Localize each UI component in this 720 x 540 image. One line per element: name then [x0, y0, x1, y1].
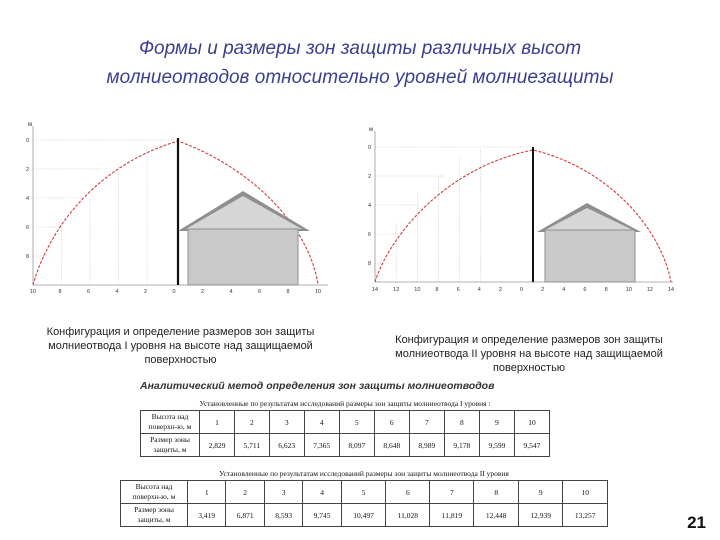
table-cell: 9,178	[444, 434, 479, 457]
table-cell: 8,097	[339, 434, 374, 457]
x-tick-label: 10	[315, 289, 322, 295]
x-tick-label: 8	[435, 287, 439, 293]
table-cell: 7	[430, 481, 474, 504]
table-cell: 6	[386, 481, 430, 504]
table-cell: 13,257	[563, 504, 608, 527]
x-tick-label: 10	[30, 289, 37, 295]
x-tick-label: 12	[646, 287, 653, 293]
table-cell: 7	[409, 411, 444, 434]
x-tick-label: 14	[668, 287, 675, 293]
table-cell: 8	[474, 481, 519, 504]
y-unit-label: м	[28, 122, 33, 128]
x-tick-label: 8	[58, 289, 62, 295]
table-cell: 9	[518, 481, 563, 504]
section-heading: Аналитический метод определения зон защиты молниеотводов	[140, 380, 495, 392]
y-tick-label: 6	[368, 232, 372, 238]
y-tick-label: 0	[26, 138, 30, 144]
table-row-heights	[141, 411, 550, 434]
table-cell: 1	[200, 411, 235, 434]
x-tick-label: 6	[87, 289, 91, 295]
zone-size-table-level-1	[140, 396, 550, 457]
x-tick-label: 2	[201, 289, 205, 295]
left-figure-caption: Конфигурация и определение размеров зон защиты молниеотвода I уровня на высоте над защищаемой поверхностью	[46, 326, 315, 366]
table-caption: Установленные по результатам исследований размеры зон защиты молниеотвода I уровня :	[141, 396, 550, 411]
x-tick-label: 8	[604, 287, 608, 293]
table-cell: 5	[341, 481, 386, 504]
x-tick-label: 6	[258, 289, 262, 295]
x-tick-label: 14	[372, 287, 379, 293]
x-tick-labels	[372, 287, 674, 293]
y-tick-label: 6	[26, 225, 30, 231]
table-row-sizes	[121, 504, 608, 527]
table-cell: 7,365	[304, 434, 339, 457]
table-cell: 9,745	[303, 504, 341, 527]
house-roof-inner	[545, 208, 633, 230]
table-cell: 6,623	[269, 434, 304, 457]
y-tick-label: 4	[26, 196, 30, 202]
y-tick-label: 2	[26, 167, 30, 173]
table-cell: 11,819	[430, 504, 474, 527]
x-tick-label: 2	[541, 287, 545, 293]
table-cell: 8,989	[409, 434, 444, 457]
y-tick-labels	[26, 138, 29, 260]
y-tick-label: 8	[368, 261, 372, 267]
table-cell: 9,599	[479, 434, 514, 457]
table-cell: 12,448	[474, 504, 519, 527]
table-cell: 9,547	[514, 434, 549, 457]
table-cell: 2	[235, 411, 270, 434]
table-cell: 4	[304, 411, 339, 434]
x-tick-label: 6	[456, 287, 460, 293]
table-cell: 8,648	[374, 434, 409, 457]
table-row-sizes	[141, 434, 550, 457]
x-tick-label: 6	[583, 287, 587, 293]
table-cell: 6,871	[226, 504, 264, 527]
house-roof-inner	[186, 196, 302, 229]
protection-zone-figure-level-1	[28, 118, 340, 300]
house-body	[545, 230, 635, 282]
zone-size-table-level-2	[120, 466, 608, 527]
x-tick-label: 10	[414, 287, 421, 293]
slide-title	[0, 34, 720, 92]
row-label: Высота над поверхн-ю, м	[141, 411, 200, 434]
table-cell: 4	[303, 481, 341, 504]
table-cell: 3	[264, 481, 302, 504]
x-tick-label: 0	[520, 287, 524, 293]
y-tick-label: 4	[368, 203, 372, 209]
table-cell: 10,497	[341, 504, 386, 527]
protection-zone-figure-level-2	[365, 125, 685, 295]
x-tick-label: 4	[562, 287, 566, 293]
title-line-1: Формы и размеры зон защиты различных высот	[138, 38, 582, 59]
table-cell: 12,939	[518, 504, 563, 527]
x-tick-label: 10	[625, 287, 632, 293]
y-tick-label: 0	[368, 145, 372, 151]
table-cell: 10	[514, 411, 549, 434]
house-body	[188, 229, 298, 285]
right-figure-caption: Конфигурация и определение размеров зон защиты молниеотвода II уровня на высоте над защищаемой поверхностью	[395, 334, 663, 374]
table-cell: 6	[374, 411, 409, 434]
x-tick-label: 4	[115, 289, 119, 295]
table-cell: 5,711	[235, 434, 270, 457]
table-cell: 11,028	[386, 504, 430, 527]
table-cell: 1	[188, 481, 226, 504]
y-tick-label: 8	[26, 254, 30, 260]
x-tick-label: 8	[286, 289, 290, 295]
x-tick-label: 0	[172, 289, 176, 295]
row-label: Размер зоны защиты, м	[121, 504, 188, 527]
title-line-2: молниеотводов относительно уровней молниезащиты	[106, 67, 614, 88]
x-tick-label: 2	[498, 287, 502, 293]
y-tick-label: 2	[368, 174, 372, 180]
table-cell: 2	[226, 481, 264, 504]
table-cell: 2,829	[200, 434, 235, 457]
table-cell: 3	[269, 411, 304, 434]
x-tick-label: 2	[144, 289, 148, 295]
table-cell: 5	[339, 411, 374, 434]
x-tick-label: 4	[477, 287, 481, 293]
table-row-heights	[121, 481, 608, 504]
table-cell: 8,593	[264, 504, 302, 527]
row-label: Высота над поверхн-ю, м	[121, 481, 188, 504]
table-cell: 9	[479, 411, 514, 434]
row-label: Размер зоны защиты, м	[141, 434, 200, 457]
y-unit-label: м	[369, 127, 374, 133]
x-tick-label: 12	[393, 287, 400, 293]
x-tick-labels	[30, 289, 321, 295]
y-tick-labels	[368, 145, 371, 267]
table-cell: 3,419	[188, 504, 226, 527]
x-tick-label: 4	[229, 289, 233, 295]
table-cell: 10	[563, 481, 608, 504]
table-cell: 8	[444, 411, 479, 434]
table-caption: Установленные по результатам исследований размеры зон защиты молниеотвода II уровня	[121, 466, 608, 481]
page-number: 21	[687, 513, 706, 532]
